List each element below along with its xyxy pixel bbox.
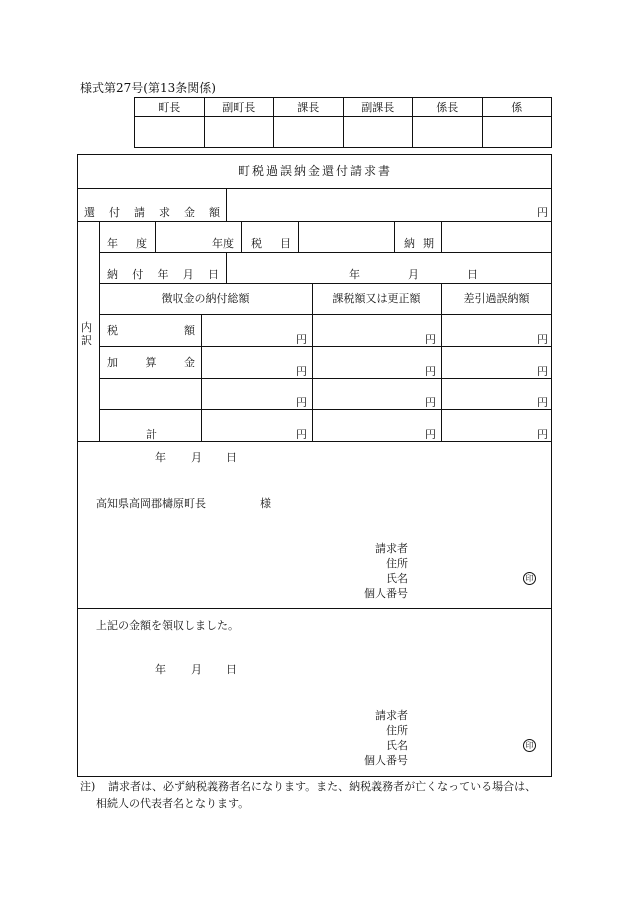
id-number-label: 個人番号 [364, 587, 408, 600]
approval-stamp-cell [343, 117, 413, 148]
approval-stamp-cell [274, 117, 344, 148]
period-label: 納期 [404, 237, 434, 250]
receipt-text: 上記の金額を領収しました。 [96, 619, 239, 632]
refund-amount-label: 還付請求金額 [84, 206, 220, 219]
yen-unit: 円 [425, 396, 436, 409]
rule [441, 221, 442, 252]
rule [99, 409, 552, 410]
rule [99, 283, 552, 284]
yen-unit: 円 [537, 333, 548, 346]
yen-unit: 円 [425, 428, 436, 441]
approval-stamp-cell [413, 117, 483, 148]
form-title: 町税過誤納金還付請求書 [237, 164, 392, 178]
date-day: 日 [226, 663, 237, 676]
claimant-label: 請求者 [375, 709, 408, 722]
row-label: 計 [146, 428, 157, 441]
form-id: 様式第27号(第13条関係) [80, 81, 216, 95]
form-frame [77, 154, 552, 777]
rule [394, 221, 395, 252]
payment-date-label: 納付年月日 [107, 268, 219, 281]
date-day: 日 [226, 451, 237, 464]
yen-unit: 円 [537, 428, 548, 441]
yen-unit: 円 [425, 365, 436, 378]
rule [99, 221, 100, 441]
yen-unit: 円 [425, 333, 436, 346]
yen-unit: 円 [537, 365, 548, 378]
note-line: 請求者は、必ず納税義務者名になります。また、納税義務者が亡くなっている場合は、 [108, 780, 537, 793]
row-label: 税額 [107, 324, 195, 337]
approval-header: 係 [482, 98, 552, 117]
yen-unit: 円 [296, 396, 307, 409]
id-number-label: 個人番号 [364, 754, 408, 767]
rule [77, 608, 552, 609]
rule [99, 378, 552, 379]
row-label: 加算金 [107, 356, 195, 369]
rule [77, 441, 552, 442]
address-label: 住所 [386, 724, 408, 737]
rule [155, 221, 156, 252]
note-mark: 注) [80, 780, 96, 793]
col-header: 差引過誤納額 [463, 292, 530, 305]
approval-header: 係長 [413, 98, 483, 117]
fiscal-year-label: 年度 [107, 237, 147, 250]
rule [77, 221, 552, 222]
name-label: 氏名 [386, 739, 408, 752]
yen-unit: 円 [537, 206, 548, 219]
rule [226, 188, 227, 221]
approval-header: 副課長 [343, 98, 413, 117]
address-label: 住所 [386, 557, 408, 570]
rule [441, 283, 442, 441]
rule [298, 221, 299, 252]
seal-mark: 印 [523, 572, 536, 585]
yen-unit: 円 [296, 365, 307, 378]
note-line: 相続人の代表者名となります。 [96, 797, 250, 810]
approval-header: 課長 [274, 98, 344, 117]
rule [226, 252, 227, 283]
approval-stamp-cell [204, 117, 274, 148]
claimant-label: 請求者 [375, 542, 408, 555]
rule [99, 346, 552, 347]
date-year: 年 [349, 268, 360, 281]
yen-unit: 円 [296, 333, 307, 346]
approval-table [134, 97, 552, 148]
date-year: 年 [155, 451, 166, 464]
tax-item-label: 税目 [251, 237, 291, 250]
date-day: 日 [467, 268, 478, 281]
rule [99, 314, 552, 315]
col-header: 徴収金の納付総額 [161, 292, 250, 305]
name-label: 氏名 [386, 572, 408, 585]
date-month: 月 [191, 663, 202, 676]
approval-stamp-cell [135, 117, 205, 148]
rule [99, 252, 552, 253]
date-month: 月 [191, 451, 202, 464]
seal-mark: 印 [523, 739, 536, 752]
date-month: 月 [408, 268, 419, 281]
approval-stamp-cell [482, 117, 552, 148]
yen-unit: 円 [296, 428, 307, 441]
approval-header: 町長 [135, 98, 205, 117]
honorific: 様 [260, 497, 271, 510]
yen-unit: 円 [537, 396, 548, 409]
fiscal-year-suffix: 年度 [212, 237, 234, 250]
rule [312, 283, 313, 441]
col-header: 課税額又は更正額 [332, 292, 421, 305]
approval-header: 副町長 [204, 98, 274, 117]
rule [201, 314, 202, 441]
breakdown-label: 内訳 [81, 321, 92, 347]
date-year: 年 [155, 663, 166, 676]
addressee: 高知県高岡郡檮原町長 [96, 497, 206, 510]
rule [241, 221, 242, 252]
rule [77, 188, 552, 189]
